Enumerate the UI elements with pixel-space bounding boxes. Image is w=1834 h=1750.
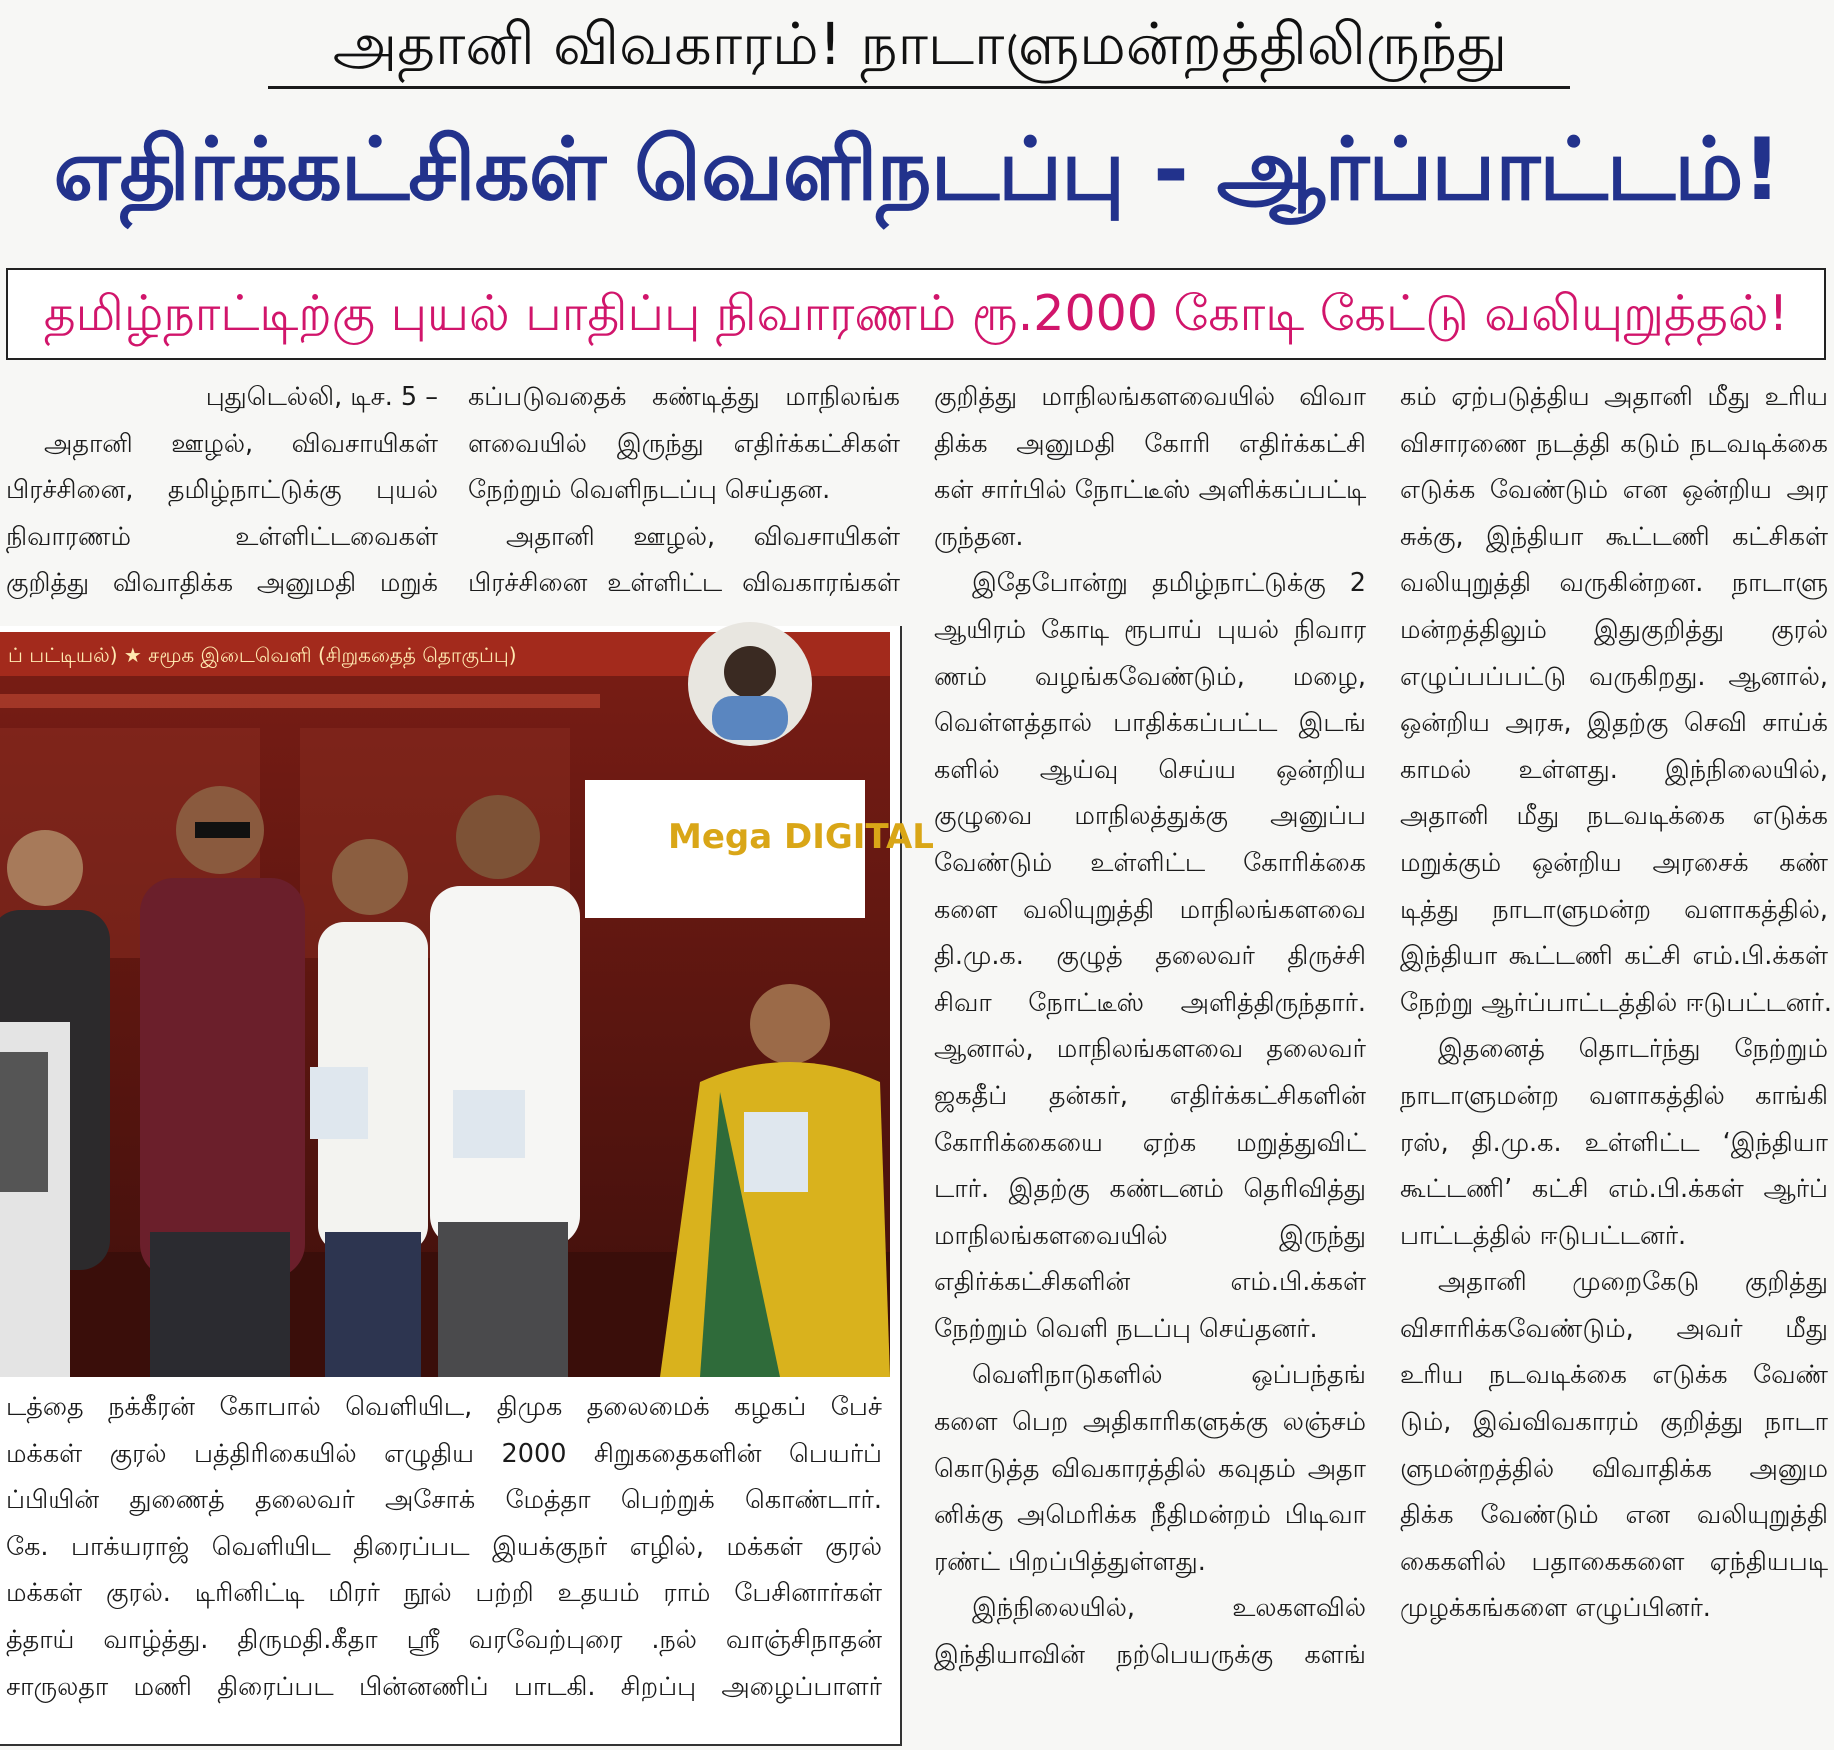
article-line: நேற்றும் வெளி நடப்பு செய்தனர்.	[934, 1313, 1318, 1344]
article-line: மன்றத்திலும் இதுகுறித்து குரல்	[1400, 614, 1828, 645]
photo-caption	[0, 1384, 890, 1710]
article-column-1	[6, 374, 438, 607]
article-line: களை வலியுறுத்தி மாநிலங்களவை	[934, 894, 1366, 925]
article-line: தி.மு.க. குழுத் தலைவர் திருச்சி	[934, 941, 1366, 972]
article-line: குழுவை மாநிலத்துக்கு அனுப்ப	[934, 801, 1366, 832]
article-line: ஜகதீப் தன்கர், எதிர்க்கட்சிகளின்	[934, 1080, 1366, 1111]
event-photo	[0, 632, 934, 1377]
article-line: மாநிலங்களவையில் இருந்து	[934, 1220, 1366, 1251]
article-line: டித்து நாடாளுமன்ற வளாகத்தில்,	[1400, 894, 1828, 925]
article-line: விசாரணை நடத்தி கடும் நடவடிக்கை	[1400, 428, 1828, 459]
article-line: ரஸ், தி.மு.க. உள்ளிட்ட ‘இந்தியா	[1400, 1127, 1828, 1158]
article-line: நிவாரணம் உள்ளிட்டவைகள்	[6, 521, 438, 552]
article-line: இந்தியா கூட்டணி கட்சி எம்.பி.க்கள்	[1400, 941, 1828, 972]
article-line: வலியுறுத்தி வருகின்றன. நாடாளு	[1400, 568, 1828, 599]
caption-line: த்தாய் வாழ்த்து. திருமதி.கீதா ஸ்ரீ வரவேற்புரை .நல் வாஞ்சிநாதன்	[6, 1624, 882, 1655]
article-column-4	[1400, 374, 1832, 1632]
article-line: டும், இவ்விவகாரம் குறித்து நாடா	[1400, 1407, 1828, 1438]
article-line: அதானி ஊழல், விவசாயிகள்	[506, 521, 900, 552]
caption-line: ப்பியின் துணைத் தலைவர் அசோக் மேத்தா பெற்றுக் கொண்டார்.	[6, 1485, 882, 1516]
article-line: டார். இதற்கு கண்டனம் தெரிவித்து	[934, 1174, 1366, 1205]
caption-line: மக்கள் குரல். டிரினிட்டி மிரர் நூல் பற்றி உதயம் ராம் பேசினார்கள்	[6, 1578, 882, 1609]
article-line: வேண்டும் உள்ளிட்ட கோரிக்கை	[934, 847, 1366, 878]
article-line: சிவா நோட்டீஸ் அளித்திருந்தார்.	[934, 987, 1366, 1018]
article-line: கம் ஏற்படுத்திய அதானி மீது உரிய	[1400, 382, 1828, 412]
article-line: இந்தியாவின் நற்பெயருக்கு களங்	[934, 1640, 1366, 1671]
kicker-underline	[268, 86, 1570, 89]
article-line: ளவையில் இருந்து எதிர்க்கட்சிகள்	[468, 428, 900, 459]
article-line: னிக்கு அமெரிக்க நீதிமன்றம் பிடிவா	[934, 1500, 1366, 1531]
article-line: ஒன்றிய அரசு, இதற்கு செவி சாய்க்	[1400, 708, 1828, 739]
caption-line: கே. பாக்யராஜ் வெளியிட திரைப்பட இயக்குநர் எழில், மக்கள் குரல்	[6, 1531, 882, 1562]
article-line: கப்படுவதைக் கண்டித்து மாநிலங்க	[468, 382, 900, 412]
article-line: திக்க அனுமதி கோரி எதிர்க்கட்சி	[934, 428, 1366, 459]
article-line: களை பெற அதிகாரிகளுக்கு லஞ்சம்	[934, 1407, 1366, 1438]
article-line: குறித்து விவாதிக்க அனுமதி மறுக்	[6, 568, 438, 599]
article-line: பாட்டத்தில் ஈடுபட்டனர்.	[1400, 1220, 1687, 1251]
article-line: அதானி ஊழல், விவசாயிகள்	[44, 428, 438, 459]
photo-banner-text: ப் பட்டியல்) ★ சமூக இடைவெளி (சிறுகதைத் தொகுப்பு)	[8, 643, 517, 667]
caption-line: சாருலதா மணி திரைப்பட பின்னணிப் பாடகி. சிறப்பு அழைப்பாளர்	[6, 1671, 882, 1702]
article-column-3	[934, 374, 1366, 1679]
article-line: இந்நிலையில், உலகளவில்	[972, 1593, 1366, 1624]
article-line: பிரச்சினை, தமிழ்நாட்டுக்கு புயல்	[6, 475, 438, 506]
caption-line: டத்தை நக்கீரன் கோபால் வெளியிட, திமுக தலைமைக் கழகப் பேச்	[6, 1392, 882, 1422]
article-line: நாடாளுமன்ற வளாகத்தில் காங்கி	[1400, 1080, 1828, 1111]
article-line: வெளிநாடுகளில் ஒப்பந்தங்	[972, 1360, 1366, 1391]
article-line: நேற்று ஆர்ப்பாட்டத்தில் ஈடுபட்டனர்.	[1400, 987, 1832, 1018]
article-line: நேற்றும் வெளிநடப்பு செய்தன.	[468, 475, 831, 506]
article-line: அதானி மீது நடவடிக்கை எடுக்க	[1400, 801, 1828, 832]
article-line: கூட்டணி’ கட்சி எம்.பி.க்கள் ஆர்ப்	[1400, 1174, 1828, 1205]
article-line: கொடுத்த விவகாரத்தில் கவுதம் அதா	[934, 1453, 1366, 1484]
photo-block	[0, 626, 934, 1746]
main-headline: எதிர்க்கட்சிகள் வெளிநடப்பு - ஆர்ப்பாட்டம்!	[53, 120, 1781, 220]
article-line: ஆயிரம் கோடி ரூபாய் புயல் நிவார	[934, 614, 1366, 645]
kicker-headline: அதானி விவகாரம்! நாடாளுமன்றத்திலிருந்து	[332, 10, 1508, 78]
article-line: இதேபோன்று தமிழ்நாட்டுக்கு 2	[972, 568, 1366, 599]
article-line: கோரிக்கையை ஏற்க மறுத்துவிட்	[934, 1127, 1366, 1158]
subhead: தமிழ்நாட்டிற்கு புயல் பாதிப்பு நிவாரணம் ரூ.2000 கோடி கேட்டு வலியுறுத்தல்!	[43, 285, 1789, 342]
article-line: அதானி முறைகேடு குறித்து	[1438, 1267, 1828, 1298]
article-line: கைகளில் பதாகைகளை ஏந்தியபடி	[1400, 1546, 1828, 1577]
dateline: புதுடெல்லி, டிச. 5 –	[205, 382, 438, 412]
article-line: பிரச்சினை உள்ளிட்ட விவகாரங்கள்	[468, 568, 900, 599]
article-line: ஆனால், மாநிலங்களவை தலைவர்	[934, 1034, 1366, 1065]
article-line: வெள்ளத்தால் பாதிக்கப்பட்ட இடங்	[934, 708, 1366, 739]
article-line: ணம் வழங்கவேண்டும், மழை,	[934, 661, 1366, 692]
article-column-2	[468, 374, 900, 607]
article-line: குறித்து மாநிலங்களவையில் விவா	[934, 382, 1366, 412]
article-line: காமல் உள்ளது. இந்நிலையில்,	[1400, 754, 1828, 785]
article-line: திக்க வேண்டும் என வலியுறுத்தி	[1400, 1500, 1828, 1531]
article-line: சுக்கு, இந்தியா கூட்டணி கட்சிகள்	[1400, 521, 1828, 552]
article-line: விசாரிக்கவேண்டும், அவர் மீது	[1400, 1313, 1828, 1344]
article-line: கள் சார்பில் நோட்டீஸ் அளிக்கப்பட்டி	[934, 475, 1367, 506]
article-line: எழுப்பப்பட்டு வருகிறது. ஆனால்,	[1400, 661, 1828, 692]
article-line: ருந்தன.	[934, 521, 1024, 552]
article-line: உரிய நடவடிக்கை எடுக்க வேண்	[1400, 1360, 1828, 1391]
article-line: ளுமன்றத்தில் விவாதிக்க அனும	[1400, 1453, 1828, 1484]
article-line: மறுக்கும் ஒன்றிய அரசைக் கண்	[1400, 847, 1828, 878]
article-line: எதிர்க்கட்சிகளின் எம்.பி.க்கள்	[934, 1267, 1366, 1298]
article-line: களில் ஆய்வு செய்ய ஒன்றிய	[934, 754, 1366, 785]
caption-line: மக்கள் குரல் பத்திரிகையில் எழுதிய 2000 சிறுகதைகளின் பெயர்ப்	[6, 1438, 882, 1469]
article-line: முழக்கங்களை எழுப்பினர்.	[1400, 1593, 1711, 1624]
article-line: இதனைத் தொடர்ந்து நேற்றும்	[1438, 1034, 1828, 1065]
article-line: ரண்ட் பிறப்பித்துள்ளது.	[934, 1546, 1206, 1577]
subhead-box	[6, 268, 1826, 360]
article-line: எடுக்க வேண்டும் என ஒன்றிய அர	[1400, 475, 1828, 506]
sponsor-logo: Mega DIGITAL	[668, 817, 934, 857]
